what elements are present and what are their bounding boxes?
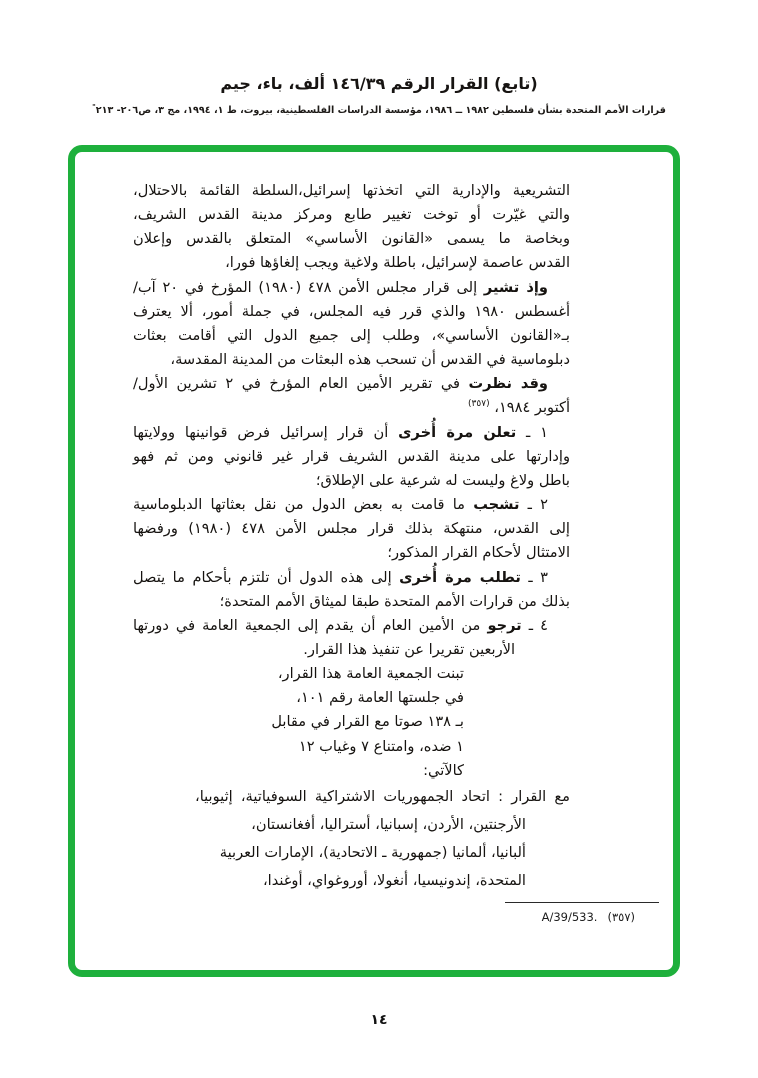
text-segment: إلى قرار مجلس الأمن ٤٧٨ (١٩٨٠) المؤرخ في ٢٠ آب/	[133, 278, 484, 296]
text-line	[195, 783, 570, 811]
text-segment: ١ ـ	[516, 423, 548, 441]
text-line	[195, 811, 570, 839]
text-line	[133, 493, 570, 517]
emphasized-text: تعلن مرة أُخرى	[398, 423, 517, 441]
text-segment: ٤ ـ	[521, 616, 548, 634]
text-line	[133, 203, 570, 227]
resolution-title: (تابع) القرار الرقم ١٤٦/٣٩ ألف، باء، جيم	[220, 74, 538, 93]
footnote-rule	[505, 902, 659, 903]
emphasized-text: وإذ تشير	[483, 278, 548, 296]
text-line	[133, 566, 570, 590]
text-segment: والتي غيّرت أو توخت تغيير طابع ومركز مدينة القدس الشريف،	[133, 206, 570, 224]
text-segment: أغسطس ١٩٨٠ والذي قرر فيه المجلس، في جملة أمور، ألا يعترف	[133, 302, 571, 320]
text-line	[133, 469, 570, 493]
text-column	[133, 179, 570, 895]
footnote-text	[505, 910, 659, 924]
text-segment: ١ ضده، وامتناع ٧ وغياب ١٢	[298, 737, 464, 755]
resolution-frame	[68, 145, 680, 977]
text-line	[133, 300, 570, 324]
text-line	[133, 348, 570, 372]
text-segment: وبخاصة ما يسمى «القانون الأساسي» المتعلق بالقدس وإعلان	[133, 230, 570, 248]
text-line	[133, 517, 570, 541]
text-segment: الأربعين تقريرا عن تنفيذ هذا القرار.	[303, 640, 515, 658]
text-segment: ٢ ـ	[519, 496, 548, 514]
footnote	[505, 902, 659, 924]
text-line	[133, 638, 515, 662]
text-segment: الامتثال لأحكام القرار المذكور؛	[387, 544, 570, 562]
text-segment: إلى القدس، منتهكة بذلك قرار مجلس الأمن ٤٧٨ (١٩٨٠) ورفضها	[133, 520, 570, 538]
text-segment: ما قامت به بعض الدول من نقل بعثاتها الدبلوماسية	[133, 496, 474, 514]
emphasized-text: تطلب مرة أُخرى	[399, 568, 521, 586]
text-line	[195, 839, 570, 867]
emphasized-text: وقد نظرت	[468, 375, 548, 393]
text-segment: الأرجنتين، الأردن، إسبانيا، أستراليا، أفغانستان،	[251, 815, 526, 833]
text-segment: القدس عاصمة لإسرائيل، باطلة ولاغية ويجب إلغاؤها فورا،	[225, 254, 570, 272]
text-segment: باطل ولاغ وليست له شرعية على الإطلاق؛	[315, 471, 570, 489]
text-line	[133, 710, 464, 734]
text-line	[133, 614, 570, 638]
page-number: ١٤	[370, 1012, 388, 1028]
text-segment: في تقرير الأمين العام المؤرخ في ٢ تشرين الأول/	[133, 375, 469, 393]
text-line	[133, 662, 464, 686]
emphasized-text: تشجب	[473, 496, 520, 514]
text-line	[133, 421, 570, 445]
emphasized-text: ترجو	[487, 616, 522, 634]
text-line	[133, 686, 464, 710]
source-note-mark: "	[92, 103, 96, 111]
text-line	[133, 372, 570, 396]
text-segment: وإدارتها على مدينة القدس الشريف قرار غير قانوني ومن ثم فهو	[133, 447, 570, 465]
text-line	[133, 541, 570, 565]
text-segment: أن قرار إسرائيل فرض قوانينها وولايتها	[133, 423, 399, 441]
text-line	[195, 867, 570, 895]
text-segment: إلى هذه الدول أن تلتزم بأحكام ما يتصل	[133, 568, 400, 586]
text-segment: بذلك من قرارات الأمم المتحدة طبقا لميثاق الأمم المتحدة؛	[219, 592, 570, 610]
text-line	[133, 590, 570, 614]
text-line	[133, 179, 570, 203]
text-segment: المتحدة، إندونيسيا، أنغولا، أوروغواي، أوغندا،	[262, 871, 526, 889]
text-segment: من الأمين العام أن يقدم إلى الجمعية العامة في دورتها	[133, 616, 488, 634]
text-segment: في جلستها العامة رقم ١٠١،	[296, 689, 464, 707]
text-line	[133, 396, 570, 420]
text-segment: كالآتي:	[423, 761, 464, 779]
source-citation-text: قرارات الأمم المتحدة بشأن فلسطين ١٩٨٢ ــ ١٩٨٦، مؤسسة الدراسات الفلسطينية، بيروت، ط ١، ١٩٩٤، مج ٣، ص٢٠٦- ٢١٣	[95, 105, 666, 117]
text-segment: بـ ١٣٨ صوتا مع القرار في مقابل	[271, 713, 464, 731]
text-segment: دبلوماسية في القدس أن تسحب هذه البعثات من المدينة المقدسة،	[170, 351, 570, 369]
text-line	[133, 735, 464, 759]
text-line	[133, 276, 570, 300]
footnote-document-symbol: A/39/533.	[541, 910, 598, 924]
source-citation	[0, 103, 758, 116]
text-segment: ألبانيا، ألمانيا (جمهورية ـ الاتحادية)، الإمارات العربية	[219, 843, 526, 861]
footnote-number: (٣٥٧)	[607, 910, 635, 924]
text-line	[133, 251, 570, 275]
text-line	[133, 324, 570, 348]
text-segment: التشريعية والإدارية التي اتخذتها إسرائيل،السلطة القائمة بالاحتلال،	[133, 182, 570, 199]
text-segment: تبنت الجمعية العامة هذا القرار،	[277, 665, 464, 683]
page-header	[0, 74, 758, 116]
text-segment: ٣ ـ	[520, 568, 548, 586]
text-line	[133, 445, 570, 469]
text-segment: بـ«القانون الأساسي»، وطلب إلى جميع الدول التي أقامت بعثات	[133, 326, 570, 344]
text-line	[133, 227, 570, 251]
text-segment: أكتوبر ١٩٨٤،	[489, 399, 570, 417]
footnote-reference: (٣٥٧)	[468, 399, 490, 410]
text-segment: مع القرار : اتحاد الجمهوريات الاشتراكية السوفياتية، إثيوبيا،	[195, 787, 570, 805]
text-line	[133, 759, 464, 783]
